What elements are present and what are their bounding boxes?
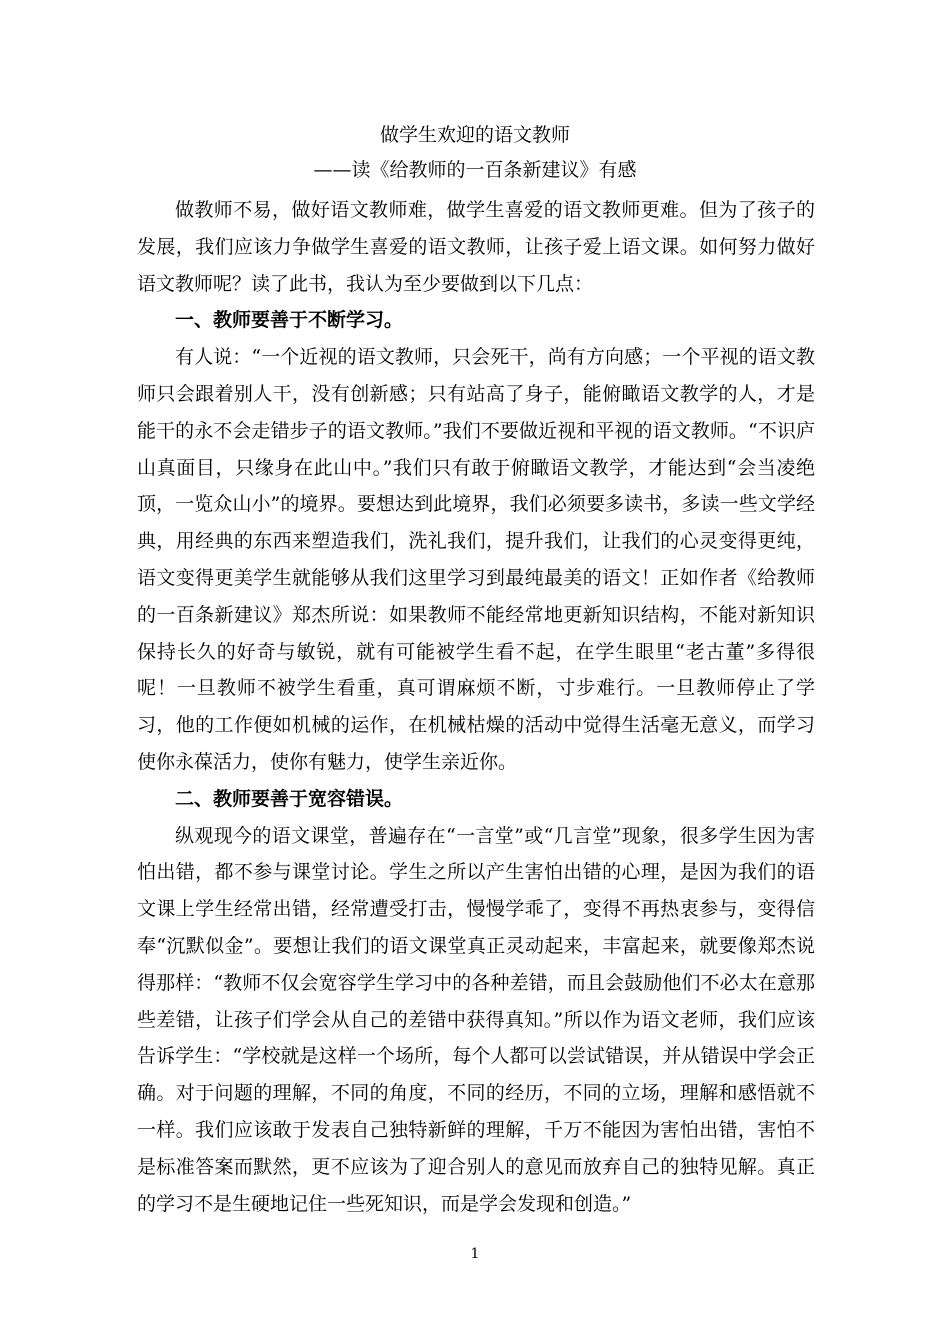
section-paragraph-1: 有人说：“一个近视的语文教师，只会死干，尚有方向感；一个平视的语文教师只会跟着别人干，没有创新感；只有站高了身子，能俯瞰语文教学的人，才是能干的永不会走错步子的语文教师。”我们不要做近视和平视的语文教师。“不识庐山真面目，只缘身在此山中。”我们只有敢于俯瞰语文教学，才能达到“会当凌绝顶，一览众山小”的境界。要想达到此境界，我们必须要多读书，多读一些文学经典，用经典的东西来塑造我们，洗礼我们，提升我们，让我们的心灵变得更纯，语文变得更美学生就能够从我们这里学习到最纯最美的语文！正如作者《给教师的一百条新建议》郑杰所说：如果教师不能经常地更新知识结构，不能对新知识保持长久的好奇与敏锐，就有可能被学生看不起，在学生眼里“老古董”多得很呢！一旦教师不被学生看重，真可谓麻烦不断，寸步难行。一旦教师停止了学习，他的工作便如机械的运作，在机械枯燥的活动中觉得生活毫无意义，而学习使你永葆活力，使你有魅力，使学生亲近你。 [137, 346, 815, 773]
document-title: 做学生欢迎的语文教师 [379, 124, 570, 146]
section-heading-2: 二、教师要善于宽容错误。 [175, 787, 404, 810]
section-paragraph-2: 纵观现今的语文课堂，普遍存在“一言堂”或“几言堂”现象，很多学生因为害怕出错，都不参与课堂讨论。学生之所以产生害怕出错的心理，是因为我们的语文课上学生经常出错，经常遭受打击，慢慢学乖了，变得不再热衷参与，变得信奉“沉默似金”。要想让我们的语文课堂真正灵动起来，丰富起来，就要像郑杰说得那样：“教师不仅会宽容学生学习中的各种差错，而且会鼓励他们不必太在意那些差错，让孩子们学会从自己的差错中获得真知。”所以作为语文老师，我们应该告诉学生：“学校就是这样一个场所，每个人都可以尝试错误，并从错误中学会正确。对于问题的理解，不同的角度，不同的经历，不同的立场，理解和感悟就不一样。我们应该敢于发表自己独特新鲜的理解，千万不能因为害怕出错，害怕不是标准答案而默然，更不应该为了迎合别人的意见而放弃自己的独特见解。真正的学习不是生硬地记住一些死知识，而是学会发现和创造。” [137, 824, 815, 1215]
document-body [137, 192, 815, 1222]
intro-paragraph: 做教师不易，做好语文教师难，做学生喜爱的语文教师更难。但为了孩子的发展，我们应该力争做学生喜爱的语文教师，让孩子爱上语文课。如何努力做好语文教师呢？读了此书，我认为至少要做到以下几点： [137, 199, 815, 295]
page-number: 1 [470, 1246, 480, 1262]
document-subtitle: ——读《给教师的一百条新建议》有感 [313, 159, 637, 181]
section-heading-1: 一、教师要善于不断学习。 [175, 309, 404, 332]
